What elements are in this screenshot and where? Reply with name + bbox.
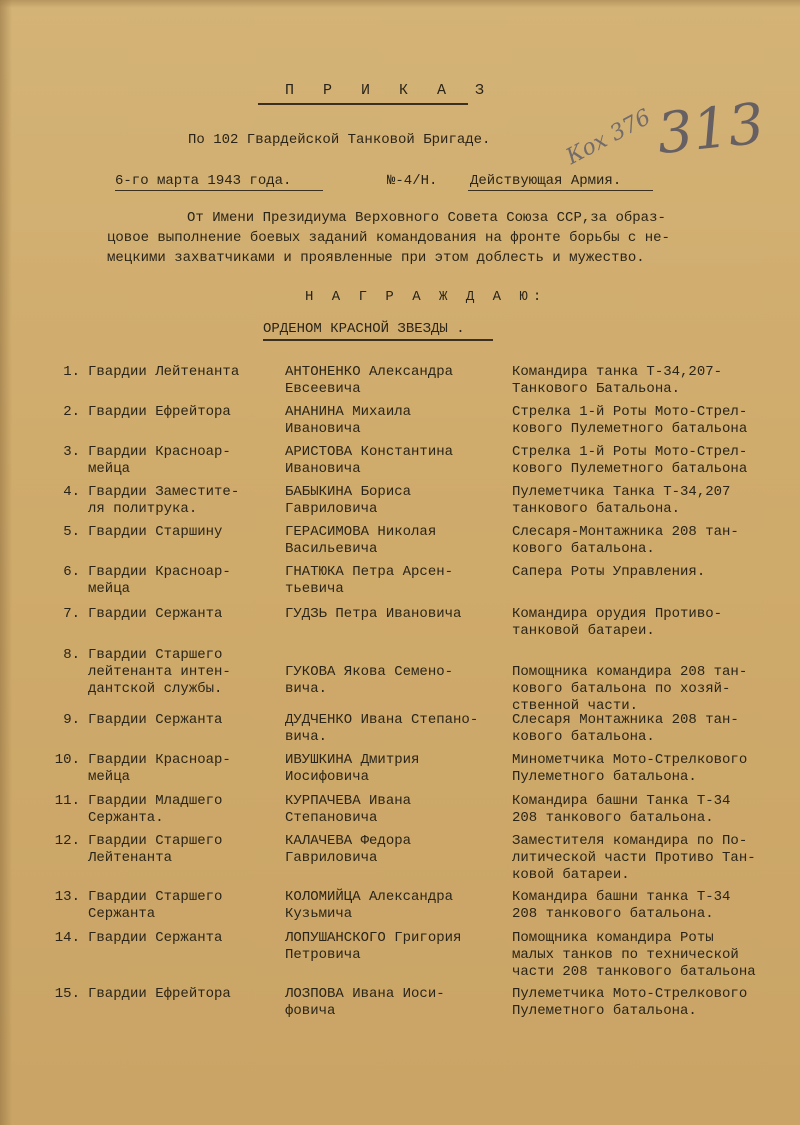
entry-number: 1. (63, 364, 80, 380)
entry-number: 14. (54, 930, 80, 946)
entry-position-line: кового батальона. (512, 541, 655, 557)
entry-rank (88, 793, 222, 827)
entry-name-line: КУРПАЧЕВА Ивана (285, 793, 412, 809)
annotation-note: Кох 376 (562, 104, 655, 170)
entry-number: 15. (54, 986, 80, 1002)
entry-rank-line: ля политрука. (88, 501, 198, 517)
entry-name-line: ГУКОВА Якова Семено- (285, 664, 454, 680)
entry-name (285, 564, 453, 598)
entry-position-line: Слесаря-Монтажника 208 тан- (512, 524, 739, 540)
entry-position-line: Командира башни танка Т-34 (512, 889, 731, 905)
entry-position (512, 606, 722, 640)
entry-position-line: части 208 танкового батальона (512, 964, 756, 980)
entry-position (512, 833, 756, 884)
entry-position-line: Пулеметчика Мото-Стрелкового (512, 986, 748, 1002)
entry-position-line (512, 647, 747, 664)
entry-position (512, 444, 747, 478)
entry-position-line: Заместителя командира по По- (512, 833, 748, 849)
paper-top-shadow (0, 0, 800, 8)
entry-name (285, 833, 411, 867)
entry-position (512, 404, 747, 438)
entry-name-line: Иосифовича (285, 769, 370, 785)
entry-rank (88, 484, 239, 518)
entry-rank-line: дантской службы. (88, 681, 223, 697)
entry-number: 5. (63, 524, 80, 540)
entry-rank (88, 564, 231, 598)
entry-name-line: Ивановича (285, 461, 361, 477)
entry-name-line: АНТОНЕНКО Александра (285, 364, 454, 380)
entry-rank-line: Гвардии Сержанта (88, 606, 223, 622)
entry-rank (88, 752, 231, 786)
entry-position-line: кового батальона по хозяй- (512, 681, 731, 697)
entry-position-line: Стрелка 1-й Роты Мото-Стрел- (512, 444, 748, 460)
entry-rank-line: Гвардии Сержанта (88, 930, 223, 946)
entry-position (512, 930, 756, 981)
entry-name-line: Ивановича (285, 421, 361, 437)
entry-position (512, 564, 705, 581)
entry-position (512, 752, 747, 786)
entry-position-line: Стрелка 1-й Роты Мото-Стрел- (512, 404, 748, 420)
intro-line: От Имени Президиума Верховного Совета Союза ССР,за образ- (187, 210, 666, 226)
intro-paragraph (107, 208, 767, 268)
entry-rank-line: Гвардии Старшего (88, 833, 223, 849)
entry-name-line: тьевича (285, 581, 344, 597)
entry-rank (88, 833, 222, 867)
entry-position-line: Помощника командира Роты (512, 930, 714, 946)
entry-position-line: кового Пулеметного батальона (512, 461, 748, 477)
entry-rank-line: Лейтенанта (88, 850, 173, 866)
entry-position-line: танкового батальона. (512, 501, 681, 517)
entry-position-line: Пулеметчика Танка Т-34,207 (512, 484, 731, 500)
entry-rank-line: Гвардии Красноар- (88, 564, 231, 580)
handwritten-annotation (560, 78, 768, 188)
entry-rank-line: Сержанта. (88, 810, 164, 826)
entry-number: 6. (63, 564, 80, 580)
entry-rank (88, 930, 222, 947)
entry-name-line: Гавриловича (285, 850, 378, 866)
army-label: Действующая Армия. (470, 173, 622, 189)
entry-name-line: ЛОЗПОВА Ивана Иоси- (285, 986, 445, 1002)
entry-name-line: БАБЫКИНА Бориса (285, 484, 412, 500)
entry-name (285, 484, 411, 518)
entry-rank-line: Гвардии Старшего (88, 889, 223, 905)
entry-name (285, 524, 436, 558)
entry-position-line: Командира орудия Противо- (512, 606, 723, 622)
order-date: 6-го марта 1943 года. (115, 173, 292, 189)
intro-line: мецкими захватчиками и проявленные при этом доблесть и мужество. (107, 250, 645, 266)
entry-position-line: Танкового Батальона. (512, 381, 681, 397)
entry-position-line: малых танков по технической (512, 947, 739, 963)
entry-rank (88, 524, 222, 541)
entry-name-line (285, 647, 453, 664)
entry-position-line: танковой батареи. (512, 623, 655, 639)
entry-number: 9. (63, 712, 80, 728)
entry-name-line: вича. (285, 681, 328, 697)
entry-rank (88, 606, 222, 623)
entry-name-line: Петровича (285, 947, 361, 963)
entry-rank (88, 986, 231, 1003)
entry-name (285, 606, 461, 623)
entry-position-line: Сапера Роты Управления. (512, 564, 706, 580)
entry-name-line: ЛОПУШАНСКОГО Григория (285, 930, 462, 946)
entry-position-line: Командира танка Т-34,207- (512, 364, 723, 380)
entry-name-line: ГНАТЮКА Петра Арсен- (285, 564, 454, 580)
entry-position-line: Пулеметного батальона. (512, 769, 697, 785)
entry-rank-line: Гвардии Сержанта (88, 712, 223, 728)
award-heading: Н А Г Р А Ж Д А Ю: (305, 289, 547, 305)
entry-position (512, 647, 747, 715)
entry-number: 8. (63, 647, 80, 663)
entry-name (285, 889, 453, 923)
entry-rank-line: Гвардии Красноар- (88, 444, 231, 460)
entry-rank (88, 712, 222, 729)
document-title: П Р И К А З (285, 82, 495, 99)
entry-position-line: Минометчика Мото-Стрелкового (512, 752, 748, 768)
entry-rank (88, 404, 231, 421)
entry-name (285, 793, 411, 827)
entry-position (512, 364, 722, 398)
entry-number: 12. (54, 833, 80, 849)
entry-name-line: КОЛОМИЙЦА Александра (285, 889, 454, 905)
entry-name (285, 930, 461, 964)
entry-name-line: вича. (285, 729, 328, 745)
entry-number: 2. (63, 404, 80, 420)
entry-position-line: ковой батареи. (512, 867, 630, 883)
entry-name (285, 404, 411, 438)
entry-name-line: КАЛАЧЕВА Федора (285, 833, 412, 849)
entry-position (512, 793, 730, 827)
entry-name-line: Евсеевича (285, 381, 361, 397)
entry-number: 13. (54, 889, 80, 905)
entry-number: 4. (63, 484, 80, 500)
entry-name (285, 986, 445, 1020)
entry-position-line: Пулеметного батальона. (512, 1003, 697, 1019)
paper-edge-shadow (0, 0, 12, 1125)
entry-name-line: АРИСТОВА Константина (285, 444, 454, 460)
entry-name (285, 647, 453, 698)
entry-position-line: 208 танкового батальона. (512, 906, 714, 922)
order-name: ОРДЕНОМ КРАСНОЙ ЗВЕЗДЫ . (263, 321, 465, 337)
entry-position-line: кового Пулеметного батальона (512, 421, 748, 437)
entry-position-line: кового батальона. (512, 729, 655, 745)
title-underline (258, 103, 468, 105)
date-underline (115, 190, 323, 191)
entry-rank (88, 364, 239, 381)
entry-number: 7. (63, 606, 80, 622)
entry-name-line: Степановича (285, 810, 378, 826)
entry-rank-line: лейтенанта интен- (88, 664, 231, 680)
entry-rank-line: Сержанта (88, 906, 156, 922)
document-subtitle: По 102 Гвардейской Танковой Бригаде. (188, 132, 491, 148)
entry-name-line: фовича (285, 1003, 336, 1019)
entry-rank (88, 647, 231, 698)
entry-name-line: Кузьмича (285, 906, 353, 922)
entry-name-line: ГЕРАСИМОВА Николая (285, 524, 437, 540)
entry-rank (88, 444, 231, 478)
entry-name-line: ИВУШКИНА Дмитрия (285, 752, 420, 768)
entry-name (285, 444, 453, 478)
entry-position (512, 484, 730, 518)
entry-position-line: Командира башни Танка Т-34 (512, 793, 731, 809)
entry-rank-line: Гвардии Заместите- (88, 484, 240, 500)
entry-name (285, 364, 453, 398)
entry-position-line: 208 танкового батальона. (512, 810, 714, 826)
entry-name-line: Гавриловича (285, 501, 378, 517)
entry-number: 3. (63, 444, 80, 460)
order-underline (263, 339, 493, 341)
entry-position (512, 889, 730, 923)
annotation-number: 313 (654, 91, 768, 168)
entry-rank-line: мейца (88, 461, 131, 477)
army-underline (468, 190, 653, 191)
entry-position-line: Помощника командира 208 тан- (512, 664, 748, 680)
entry-rank-line: Гвардии Ефрейтора (88, 404, 231, 420)
entry-position-line: Слесаря Монтажника 208 тан- (512, 712, 739, 728)
entry-position (512, 986, 747, 1020)
entry-rank-line: Гвардии Старшего (88, 647, 223, 663)
entry-name-line: ГУДЗЬ Петра Ивановича (285, 606, 462, 622)
entry-rank-line: Гвардии Красноар- (88, 752, 231, 768)
entry-rank-line: Гвардии Старшину (88, 524, 223, 540)
entry-name-line: ДУДЧЕНКО Ивана Степано- (285, 712, 479, 728)
entry-name (285, 752, 419, 786)
entry-name (285, 712, 478, 746)
entry-rank-line: Гвардии Ефрейтора (88, 986, 231, 1002)
entry-rank-line: мейца (88, 581, 131, 597)
entry-position (512, 712, 739, 746)
entry-rank-line: мейца (88, 769, 131, 785)
entry-name-line: Васильевича (285, 541, 378, 557)
entry-position-line: ственной части. (512, 698, 639, 714)
entry-rank (88, 889, 222, 923)
entry-name-line: АНАНИНА Михаила (285, 404, 412, 420)
entry-number: 11. (54, 793, 80, 809)
entry-rank-line: Гвардии Лейтенанта (88, 364, 240, 380)
entry-position-line: литической части Противо Тан- (512, 850, 756, 866)
order-number: №-4/Н. (387, 173, 438, 189)
entry-number: 10. (54, 752, 80, 768)
entry-position (512, 524, 739, 558)
entry-rank-line: Гвардии Младшего (88, 793, 223, 809)
intro-line: цовое выполнение боевых заданий командования на фронте борьбы с не- (107, 230, 670, 246)
